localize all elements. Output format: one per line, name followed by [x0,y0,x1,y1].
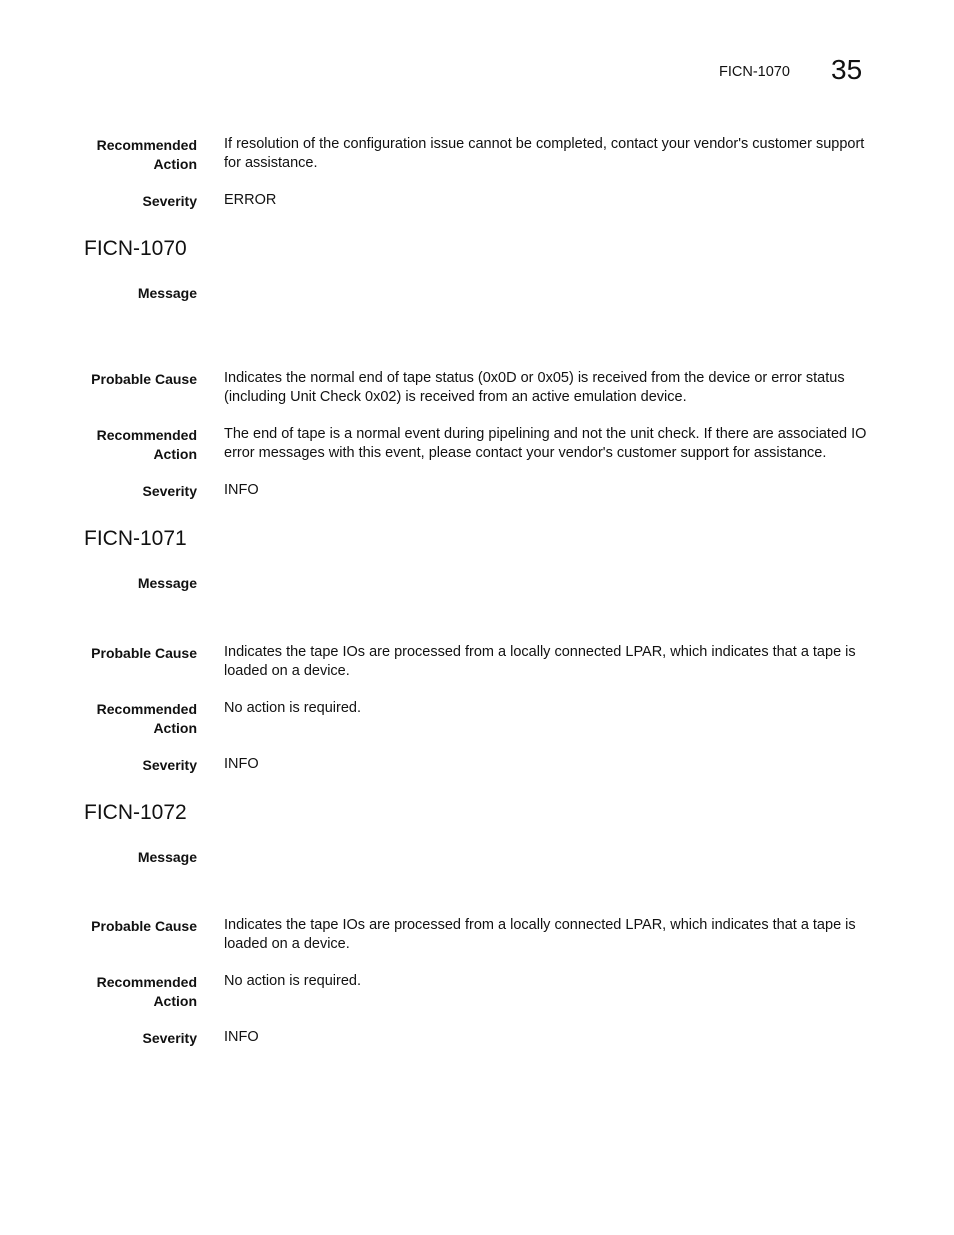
severity-label: Severity [142,483,197,499]
recommended-action-text: No action is required. [224,700,362,716]
recommended-action-label: Recommended Action [96,137,197,172]
severity-label: Severity [142,1030,197,1046]
section-title: FICN-1070 [84,237,187,260]
section-title: FICN-1072 [84,801,187,824]
severity-value: ERROR [224,192,277,208]
probable-cause-text: Indicates the tape IOs are processed from a locally connected LPAR, which indicates that a tape is loaded on a device. [224,917,856,952]
severity-label: Severity [142,193,197,209]
message-label: Message [137,285,197,301]
recommended-action-label: Recommended Action [96,974,197,1009]
section-title: FICN-1071 [84,527,187,550]
running-header-reference: FICN-1070 [719,64,790,80]
recommended-action-text: No action is required. [224,973,362,989]
message-label: Message [137,575,197,591]
severity-value: INFO [224,482,259,498]
probable-cause-label: Probable Cause [91,371,197,387]
recommended-action-text: The end of tape is a normal event during pipelining and not the unit check. If there are associated IO error messages with this event, please contact your vendor's customer support for assistance. [224,426,867,461]
severity-label: Severity [142,757,197,773]
probable-cause-label: Probable Cause [91,645,197,661]
probable-cause-label: Probable Cause [91,918,197,934]
recommended-action-label: Recommended Action [96,427,197,462]
probable-cause-text: Indicates the tape IOs are processed from a locally connected LPAR, which indicates that a tape is loaded on a device. [224,644,856,679]
chapter-number: 35 [831,54,863,85]
message-label: Message [137,849,197,865]
recommended-action-text: If resolution of the configuration issue cannot be completed, contact your vendor's customer support for assistance. [224,136,865,171]
recommended-action-label: Recommended Action [96,701,197,736]
severity-value: INFO [224,756,259,772]
severity-value: INFO [224,1029,259,1045]
probable-cause-text: Indicates the normal end of tape status (0x0D or 0x05) is received from the device or error status (including Unit Check 0x02) is received from an active emulation device. [224,370,845,405]
